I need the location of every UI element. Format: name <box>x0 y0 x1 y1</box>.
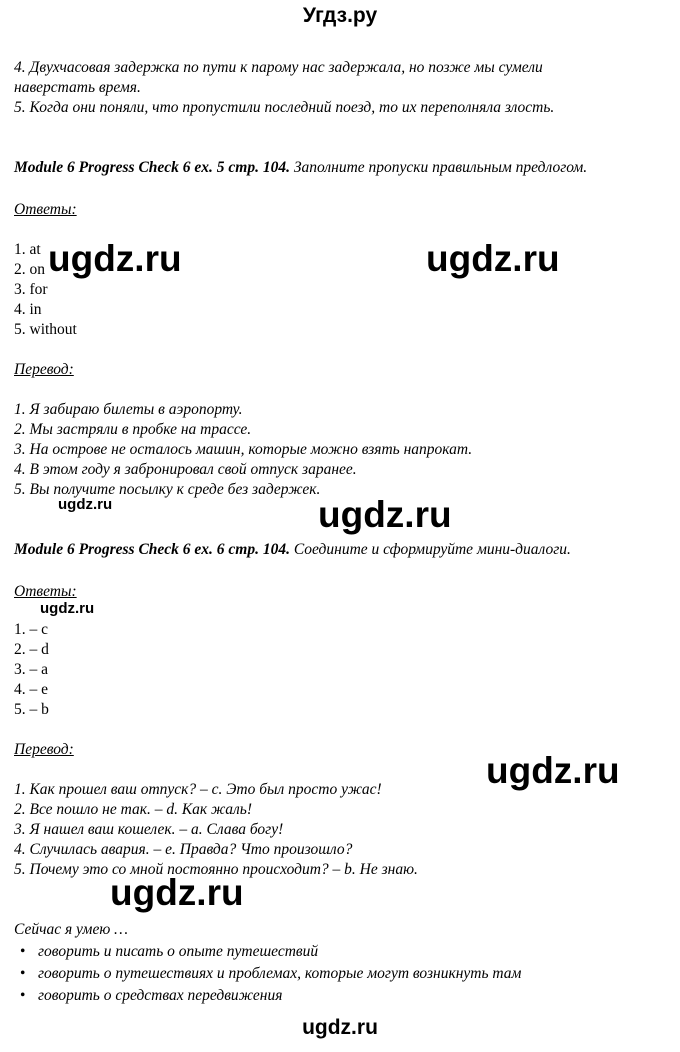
ex6-heading <box>14 540 571 560</box>
watermark: ugdz.ru <box>58 496 113 513</box>
intro-line: 4. Двухчасовая задержка по пути к парому нас задержала, но позже мы сумели <box>14 59 543 76</box>
ex6-answer: 2. – d <box>14 641 49 658</box>
intro-line: 5. Когда они поняли, что пропустили последний поезд, то их переполняла злость. <box>14 99 555 116</box>
ex6-task: Соедините и сформируйте мини-диалоги. <box>293 541 571 558</box>
skill-item: • говорить о средствах передвижения <box>38 986 282 1006</box>
watermark: ugdz.ru <box>48 238 182 279</box>
ex5-heading <box>14 158 587 178</box>
ex5-answer: 3. for <box>14 281 48 298</box>
ex6-title: Module 6 Progress Check 6 ex. 6 стр. 104. <box>14 541 290 558</box>
site-title: Угдз.ру <box>302 4 378 27</box>
watermark: ugdz.ru <box>40 600 95 617</box>
ex5-translation-line: 1. Я забираю билеты в аэропорту. <box>14 401 243 418</box>
ex6-translation-line: 5. Почему это со мной постоянно происходит? – b. Не знаю. <box>14 861 418 878</box>
ex5-title: Module 6 Progress Check 6 ex. 5 стр. 104. <box>14 159 290 176</box>
ex5-translation-line: 4. В этом году я забронировал свой отпуск заранее. <box>14 461 357 478</box>
watermark: ugdz.ru <box>318 494 452 535</box>
watermark: ugdz.ru <box>486 750 620 791</box>
ex6-translation-line: 4. Случилась авария. – e. Правда? Что произошло? <box>14 841 353 858</box>
footer-watermark: ugdz.ru <box>302 1016 378 1039</box>
skill-item: • говорить и писать о опыте путешествий <box>38 942 318 962</box>
ex6-answers-label: Ответы: <box>14 583 77 600</box>
ex5-translation-line: 3. На острове не осталось машин, которые можно взять напрокат. <box>14 441 473 458</box>
ex5-answer: 5. without <box>14 321 77 338</box>
skills-label: Сейчас я умею … <box>14 921 128 938</box>
ex5-answer: 2. on <box>14 261 45 278</box>
ex6-translation-line: 1. Как прошел ваш отпуск? – c. Это был просто ужас! <box>14 781 382 798</box>
ex5-task: Заполните пропуски правильным предлогом. <box>293 159 588 176</box>
ex6-answer: 4. – e <box>14 681 49 698</box>
intro-line: наверстать время. <box>14 79 141 96</box>
ex6-translation-line: 2. Все пошло не так. – d. Как жаль! <box>14 801 252 818</box>
ex5-translation-label: Перевод: <box>14 361 74 378</box>
ex5-translation-line: 2. Мы застряли в пробке на трассе. <box>14 421 252 438</box>
ex5-answers-label: Ответы: <box>14 201 77 218</box>
skill-item: • говорить о путешествиях и проблемах, которые могут возникнуть там <box>38 964 521 984</box>
ex6-answer: 5. – b <box>14 701 49 718</box>
ex6-translation-label: Перевод: <box>14 741 74 758</box>
ex6-answer: 1. – c <box>14 621 49 638</box>
watermark: ugdz.ru <box>110 872 244 913</box>
ex5-answer: 1. at <box>14 241 41 258</box>
ex6-answer: 3. – a <box>14 661 49 678</box>
ex5-answer: 4. in <box>14 301 42 318</box>
ex5-translation-line: 5. Вы получите посылку к среде без задержек. <box>14 481 321 498</box>
watermark: ugdz.ru <box>426 238 560 279</box>
ex6-translation-line: 3. Я нашел ваш кошелек. – a. Слава богу! <box>14 821 284 838</box>
